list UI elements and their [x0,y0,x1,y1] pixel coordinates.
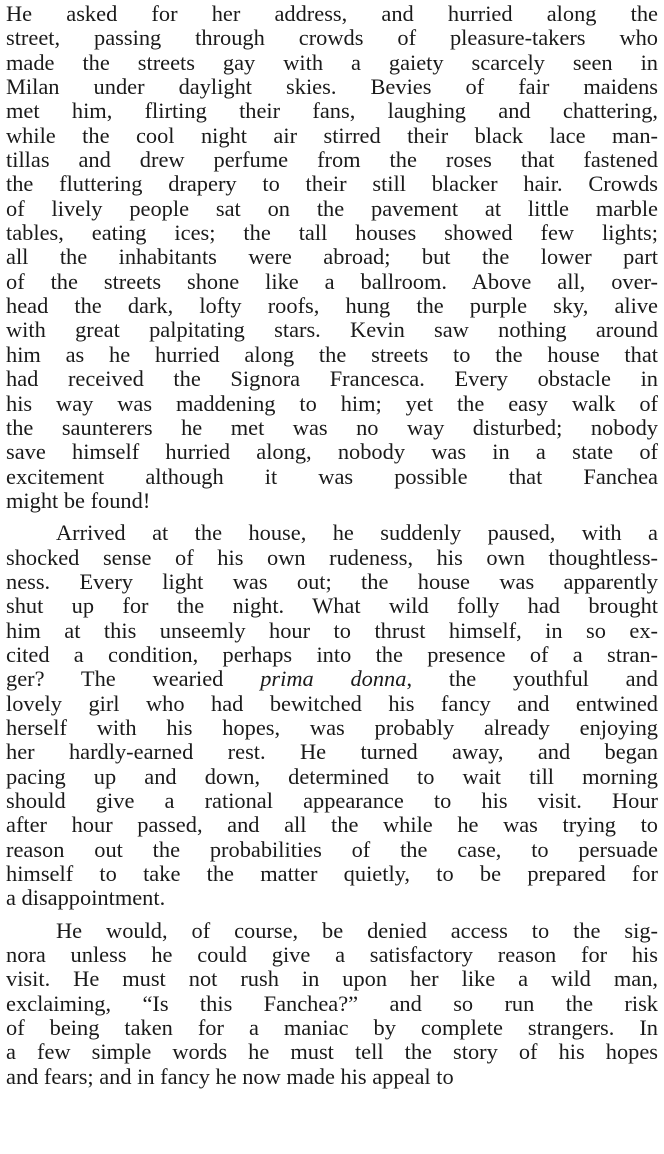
book-page [6,2,658,1089]
paragraph-3 [6,919,658,1089]
text-line: nora unless he could give a satisfactory reason for his [6,942,658,968]
paragraph-1 [6,2,658,513]
text-line: pacing up and down, determined to wait till morning [6,763,658,789]
text-line: all the inhabitants were abroad; but the lower part [6,244,658,270]
text-line: shocked sense of his own rudeness, his own thoughtless- [6,544,658,570]
text-line: him as he hurried along the streets to the house that [6,341,658,367]
text-line: and fears; and in fancy he now made his appeal to [6,1063,454,1089]
text-line: cited a condition, perhaps into the presence of a stran- [6,641,658,667]
text-line: met him, flirting their fans, laughing and chattering, [6,98,658,124]
text-line: the saunterers he met was no way disturbed; nobody [6,414,658,440]
text-line: a disappointment. [6,885,166,911]
text-line: He would, of course, be denied access to the sig- [56,917,658,943]
text-line: reason out the probabilities of the case, to persuade [6,836,658,862]
text-line: shut up for the night. What wild folly had brought [6,593,658,619]
text-line: a few simple words he must tell the story of his hopes [6,1039,658,1065]
text-line: of lively people sat on the pavement at little marble [6,195,658,221]
text-line: head the dark, lofty roofs, hung the purple sky, alive [6,293,658,319]
text-line: visit. He must not rush in upon her like a wild man, [6,966,658,992]
text-line: save himself hurried along, nobody was in a state of [6,439,658,465]
text-line: her hardly-earned rest. He turned away, and began [6,739,658,765]
text-line: his way was maddening to him; yet the easy walk of [6,390,658,416]
text-line: while the cool night air stirred their black lace man- [6,122,658,148]
text-line: herself with his hopes, was probably already enjoying [6,714,658,740]
text-line: He asked for her address, and hurried along the [6,1,658,26]
text-line: the fluttering drapery to their still blacker hair. Crowds [6,171,658,197]
text-line: him at this unseemly hour to thrust himself, in so ex- [6,617,658,643]
text-line: might be found! [6,487,151,513]
text-line: of being taken for a maniac by complete strangers. In [6,1015,658,1041]
text-line: had received the Signora Francesca. Every obstacle in [6,366,658,392]
text-line: excitement although it was possible that Fanchea [6,463,658,489]
text-line: street, passing through crowds of pleasure-takers who [6,25,658,51]
text-line: with great palpitating stars. Kevin saw nothing around [6,317,658,343]
text-line: ger? The wearied prima donna, the youthful and [6,666,658,692]
text-line: should give a rational appearance to his visit. Hour [6,788,658,813]
text-line: Arrived at the house, he suddenly paused, with a [56,520,658,546]
text-line: after hour passed, and all the while he was trying to [6,812,658,838]
text-line: of the streets shone like a ballroom. Above all, over- [6,268,658,294]
text-line: made the streets gay with a gaiety scarcely seen in [6,49,658,75]
text-line: ness. Every light was out; the house was apparently [6,568,658,594]
text-line: tillas and drew perfume from the roses that fastened [6,147,658,173]
text-line: Milan under daylight skies. Bevies of fair maidens [6,74,658,100]
text-line: tables, eating ices; the tall houses showed few lights; [6,220,658,246]
text-line: himself to take the matter quietly, to be prepared for [6,861,658,887]
text-line: exclaiming, “Is this Fanchea?” and so run the risk [6,990,658,1016]
text-line: lovely girl who had bewitched his fancy and entwined [6,690,658,716]
paragraph-2 [6,521,658,911]
